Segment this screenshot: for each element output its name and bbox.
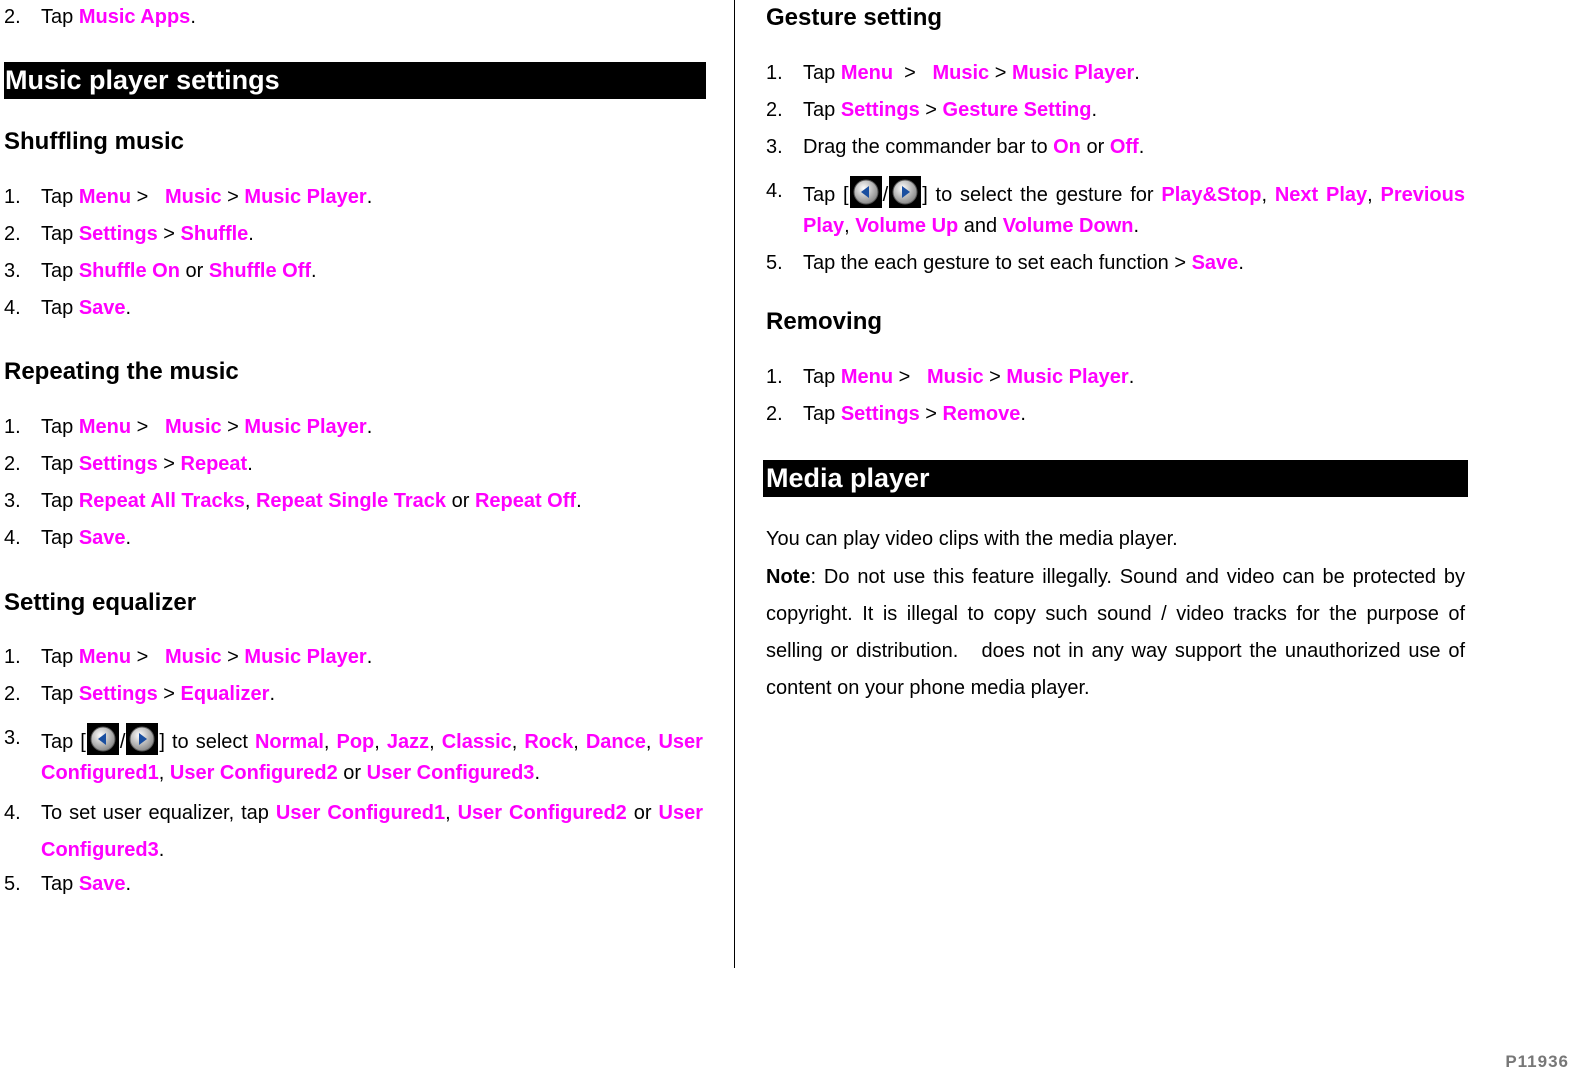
heading-gesture-setting: Gesture setting bbox=[766, 4, 943, 31]
save-link[interactable]: Save bbox=[78, 873, 126, 895]
user-configured3-link[interactable]: User Configured3 bbox=[366, 762, 535, 784]
equalizer-step-4: 4. To set user equalizer, tap User Configured1, User Configured2 or User Configured3. bbox=[4, 802, 703, 861]
gesture-step-1: 1. Tap Menu > Music > Music Player. bbox=[766, 62, 1140, 84]
shuffle-link[interactable]: Shuffle bbox=[180, 223, 249, 245]
heading-removing: Removing bbox=[766, 308, 883, 335]
rewind-arrow-icon[interactable] bbox=[850, 176, 882, 208]
gesture-step-5: 5. Tap the each gesture to set each function > Save. bbox=[766, 252, 1244, 274]
heading-repeating: Repeating the music bbox=[4, 358, 239, 385]
repeat-off-link[interactable]: Repeat Off bbox=[474, 490, 577, 512]
music-player-link[interactable]: Music Player bbox=[244, 646, 367, 668]
repeat-step-3: 3. Tap Repeat All Tracks, Repeat Single Track or Repeat Off. bbox=[4, 490, 582, 512]
music-player-link[interactable]: Music Player bbox=[1011, 62, 1135, 84]
removing-step-1: 1. Tap Menu > Music > Music Player. bbox=[766, 366, 1135, 388]
music-link[interactable]: Music bbox=[932, 62, 990, 84]
dance-link[interactable]: Dance bbox=[585, 731, 646, 753]
save-link[interactable]: Save bbox=[1191, 252, 1239, 274]
on-link[interactable]: On bbox=[1053, 136, 1081, 158]
pop-link[interactable]: Pop bbox=[336, 731, 375, 753]
shuffle-step-4: 4. Tap Save. bbox=[4, 297, 132, 319]
heading-shuffling: Shuffling music bbox=[4, 128, 184, 155]
music-player-link[interactable]: Music Player bbox=[1006, 366, 1129, 388]
normal-link[interactable]: Normal bbox=[254, 731, 324, 753]
next-play-link[interactable]: Next Play bbox=[1274, 184, 1368, 206]
off-link[interactable]: Off bbox=[1109, 136, 1139, 158]
music-link[interactable]: Music bbox=[164, 646, 222, 668]
jazz-link[interactable]: Jazz bbox=[386, 731, 430, 753]
menu-link[interactable]: Menu bbox=[78, 416, 132, 438]
user-configured1-link[interactable]: User Configured1 bbox=[275, 802, 446, 824]
equalizer-step-5: 5. Tap Save. bbox=[4, 873, 132, 895]
repeat-link[interactable]: Repeat bbox=[180, 453, 248, 475]
settings-link[interactable]: Settings bbox=[840, 99, 920, 121]
shuffle-step-2: 2. Tap Settings > Shuffle. bbox=[4, 223, 254, 245]
music-player-link[interactable]: Music Player bbox=[244, 416, 367, 438]
forward-arrow-icon[interactable] bbox=[889, 176, 921, 208]
gesture-step-4: 4. Tap [ / ] to select the gesture for Play&Stop, Next Play, Previous Play, Volume Up and Volume Down. bbox=[766, 176, 1465, 242]
media-note bbox=[766, 559, 1471, 707]
shuffle-on-link[interactable]: Shuffle On bbox=[78, 260, 180, 282]
previous-play-link[interactable]: Previous Play bbox=[803, 184, 1465, 237]
settings-link[interactable]: Settings bbox=[78, 683, 158, 705]
music-player-link[interactable]: Music Player bbox=[244, 186, 367, 208]
music-apps-link[interactable]: Music Apps bbox=[78, 6, 191, 28]
rock-link[interactable]: Rock bbox=[524, 731, 574, 753]
settings-link[interactable]: Settings bbox=[78, 223, 158, 245]
repeat-step-1: 1. Tap Menu > Music > Music Player. bbox=[4, 416, 373, 438]
user-configured2-link[interactable]: User Configured2 bbox=[169, 762, 338, 784]
gesture-step-2: 2. Tap Settings > Gesture Setting. bbox=[766, 99, 1097, 121]
forward-arrow-icon[interactable] bbox=[126, 723, 158, 755]
shuffle-step-1: 1. Tap Menu > Music > Music Player. bbox=[4, 186, 373, 208]
repeat-steps bbox=[4, 412, 706, 554]
section-title-music-player-settings: Music player settings bbox=[4, 62, 706, 99]
equalizer-step-2: 2. Tap Settings > Equalizer. bbox=[4, 683, 275, 705]
intro-step: 2. Tap Music Apps. bbox=[4, 6, 196, 28]
rewind-arrow-icon[interactable] bbox=[87, 723, 119, 755]
column-divider bbox=[734, 0, 735, 968]
save-link[interactable]: Save bbox=[78, 297, 126, 319]
user-configured1-link[interactable]: User Configured1 bbox=[41, 731, 703, 784]
shuffle-steps bbox=[4, 182, 706, 324]
user-configured2-link[interactable]: User Configured2 bbox=[457, 802, 627, 824]
repeat-step-4: 4. Tap Save. bbox=[4, 527, 132, 549]
equalizer-link[interactable]: Equalizer bbox=[180, 683, 270, 705]
classic-link[interactable]: Classic bbox=[441, 731, 512, 753]
remove-link[interactable]: Remove bbox=[942, 403, 1021, 425]
save-link[interactable]: Save bbox=[78, 527, 126, 549]
section-title-media-player: Media player bbox=[763, 460, 1468, 497]
removing-steps bbox=[766, 362, 1465, 430]
shuffle-step-3: 3. Tap Shuffle On or Shuffle Off. bbox=[4, 260, 317, 282]
menu-link[interactable]: Menu bbox=[78, 186, 132, 208]
music-link[interactable]: Music bbox=[164, 186, 222, 208]
music-link[interactable]: Music bbox=[926, 366, 984, 388]
gesture-steps bbox=[766, 58, 1465, 279]
shuffle-off-link[interactable]: Shuffle Off bbox=[208, 260, 312, 282]
repeat-step-2: 2. Tap Settings > Repeat. bbox=[4, 453, 253, 475]
heading-equalizer: Setting equalizer bbox=[4, 589, 197, 616]
gesture-setting-link[interactable]: Gesture Setting bbox=[942, 99, 1092, 121]
menu-link[interactable]: Menu bbox=[840, 366, 894, 388]
volume-down-link[interactable]: Volume Down bbox=[1002, 215, 1134, 237]
equalizer-step-1: 1. Tap Menu > Music > Music Player. bbox=[4, 646, 373, 668]
user-configured3-link[interactable]: User Configured3 bbox=[41, 802, 703, 861]
note-label: Note bbox=[766, 566, 811, 588]
repeat-single-track-link[interactable]: Repeat Single Track bbox=[255, 490, 447, 512]
note-text: : Do not use this feature illegally. Sound and video can be protected by copyright. It is illegal to copy such sound / video tracks for the purpose of selling or distribution. does not in any way support the unauthorized use of content on your phone media player. bbox=[766, 566, 1471, 699]
settings-link[interactable]: Settings bbox=[78, 453, 158, 475]
play-stop-link[interactable]: Play&Stop bbox=[1161, 184, 1262, 206]
media-intro: You can play video clips with the media player. bbox=[766, 528, 1178, 550]
equalizer-step-3: 3. Tap [ / ] to select Normal, Pop, Jazz, Classic, Rock, Dance, User Configured1, User Configured2 or User Configured3. bbox=[4, 723, 703, 789]
page-id: P11936 bbox=[1505, 1052, 1569, 1071]
menu-link[interactable]: Menu bbox=[78, 646, 132, 668]
volume-up-link[interactable]: Volume Up bbox=[855, 215, 959, 237]
menu-link[interactable]: Menu bbox=[840, 62, 894, 84]
music-link[interactable]: Music bbox=[164, 416, 222, 438]
settings-link[interactable]: Settings bbox=[840, 403, 920, 425]
gesture-step-3: 3. Drag the commander bar to On or Off. bbox=[766, 136, 1145, 158]
equalizer-steps bbox=[4, 642, 703, 900]
removing-step-2: 2. Tap Settings > Remove. bbox=[766, 403, 1026, 425]
repeat-all-tracks-link[interactable]: Repeat All Tracks bbox=[78, 490, 245, 512]
